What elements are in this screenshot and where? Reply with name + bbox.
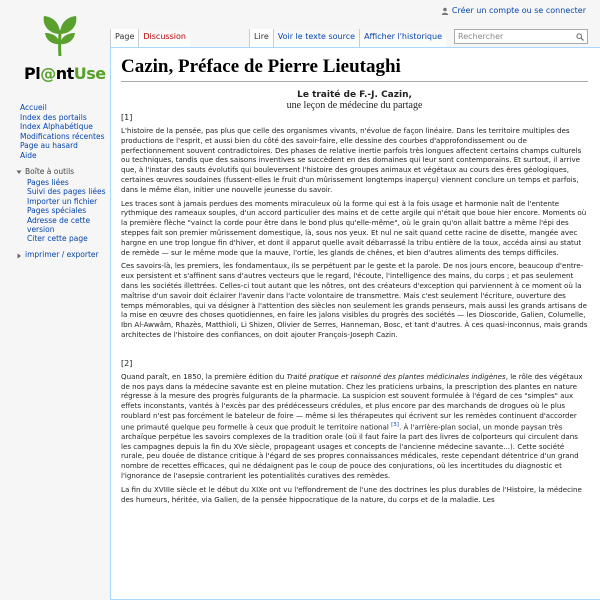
sidebar-item-related-pages[interactable]: Pages liées bbox=[27, 177, 69, 187]
toolbox-list bbox=[0, 178, 110, 244]
paragraph-1: L'histoire de la pensée, pas plus que celle des organismes vivants, n'évolue de façon linéaire. Dans les territoire multiples des productions de l'esprit, et aussi bien du côté des savoir-faire, elle dessine des courbes d'approfondissement ou de perfectionnement souvent contradictoires. Des phases de relative inertie parfois très longues affectent certains champs culturels ou techniques, tandis que des saisons inventives se succèdent en des domaines qui leur sont contemporains. Et surtout, il arrive que, à l'instar des sauts évolutifs qui bouleversent l'histoire des groupes animaux et végétaux au cours des ères géologiques, certaines œuvres soudaines (fussent-elles le fruit d'un mûrissement longtemps inaperçu) viennent conclure un temps et parfois, dans le même élan, initier une nouvelle jeunesse du savoir. bbox=[121, 126, 582, 194]
sidebar-item-portals[interactable]: Index des portails bbox=[20, 112, 87, 122]
page-title: Cazin, Préface de Pierre Lieutaghi bbox=[121, 56, 588, 82]
leaf-logo-icon bbox=[40, 14, 80, 58]
paragraph-5: La fin du XVIIIe siècle et le début du XIXe ont vu l'effondrement de l'une des doctrines les plus durables de l'Histoire, la médecine des humeurs, héritée, via Galien, de la pensée hippocratique de la nature, du corps et de la maladie. Les bbox=[121, 484, 582, 504]
view-tabs bbox=[249, 29, 588, 47]
sidebar-item-alpha-index[interactable]: Index Alphabétique bbox=[20, 122, 93, 131]
section-marker-2: [2] bbox=[121, 358, 133, 368]
tab-read[interactable]: Lire bbox=[249, 29, 273, 47]
footnote-ref-3[interactable]: [3] bbox=[391, 421, 399, 428]
tab-page[interactable]: Page bbox=[110, 29, 138, 47]
paragraph-2: Les traces sont à jamais perdues des moments miraculeux où la forme qui est à la fois usage et harmonie naît de l'entente rythmique des rameaux souples, d'un accord particulier des mains et de cette argile qui n'était que boue hier encore. Moments où la première flèche "vainct la corde pour être dans le bond plus qu'elle-même", où le grain qu'on allait battre a même l'épi des steppes fait son premier mûrissement domestique, là, sous nos yeux. Et nul ne sait quand cette racine de disette, mangée avec hargne en une trop longue fin d'hiver, et dont il apparut quelle avait débarrassé la tribu entière de la toux, accéda ainsi au statut de remède — sur le même mode que la mauve, l'ortie, les glands de chênes, et bien d'autres aliments des temps difficiles. bbox=[121, 198, 587, 257]
logo-text-pl: Pl bbox=[24, 64, 41, 83]
namespace-tabs bbox=[110, 29, 190, 47]
logo-wordmark bbox=[24, 64, 106, 83]
toolbox-title: Boîte à outils bbox=[25, 166, 75, 176]
section-marker-1: [1] bbox=[121, 113, 133, 122]
expanded-arrow-icon bbox=[16, 168, 22, 174]
sidebar-item-upload[interactable]: Importer un fichier bbox=[27, 196, 98, 206]
sidebar-item-help[interactable]: Aide bbox=[20, 150, 37, 160]
personal-tools bbox=[441, 6, 586, 15]
article-heading bbox=[121, 90, 588, 111]
sidebar-item-special-pages[interactable]: Pages spéciales bbox=[27, 206, 87, 215]
tab-history[interactable]: Afficher l'historique bbox=[359, 29, 446, 47]
user-icon bbox=[441, 7, 449, 15]
article-heading-line1: Le traité de F.-J. Cazin, bbox=[297, 90, 412, 100]
search-placeholder: Rechercher bbox=[458, 32, 504, 41]
sidebar-item-random-page[interactable]: Page au hasard bbox=[20, 141, 78, 150]
paragraph-4-end: . À l'arrière-plan social, un monde paysan très archaïque perpétue les savoirs complexes de la tradition orale (où il faut faire la part des livres de colporteurs qui circulent dans les campagnes depuis la fin du XVe siècle, propageant usages et concepts de l'ancienne médecine savante...). Cette société rurale, peu douée de distance critique à l'égard de ses propres connaissances médicales, reste cependant détentrice d'un grand nombre de recettes efficaces, qui ne dédaignent pas le coup de pouce des conjurations, où les incertitudes du diagnostic et l'ignorance de l'asepsie contrarient les potentialités curatives des remèdes. bbox=[121, 422, 579, 481]
logo-text-nt: nt bbox=[55, 64, 74, 83]
paragraph-4-middle: , le rôle des végétaux de nos pays dans la médecine savante est en pleine mutation. Chez les praticiens urbains, la prescription des plantes en nature régresse à la mesure des progrès fulgurants de la pharmacie. La suspicion est souvent formulée à l'égard de ces "simples" aux effets inconstants, vantés à l'excès par des prédécesseurs crédules, et plus encore par des marchands de drogues où le plus roublard n'est pas forcément le bateleur de foire — même si les thérapeutes qui écrivent sur les remèdes continuent d'accorder une primauté quelque peu formelle à ceux que produit le territoire national bbox=[121, 371, 583, 432]
toolbox-header[interactable] bbox=[0, 167, 110, 176]
site-logo[interactable] bbox=[10, 14, 110, 94]
sidebar-item-recent-changes[interactable]: Modifications récentes bbox=[20, 131, 105, 141]
logo-text-use: Use bbox=[73, 64, 106, 83]
create-account-link[interactable]: Créer un compte ou se connecter bbox=[451, 6, 586, 15]
print-export-title: imprimer / exporter bbox=[25, 250, 99, 259]
logo-text-at: @ bbox=[40, 64, 56, 83]
sidebar-item-related-changes[interactable]: Suivi des pages liées bbox=[27, 187, 106, 196]
collapsed-arrow-icon bbox=[16, 252, 22, 258]
article-heading-line2: une leçon de médecine du partage bbox=[286, 100, 423, 111]
search-icon[interactable] bbox=[576, 33, 584, 41]
treatise-title: Traité pratique et raisonné des plantes médicinales indigènes bbox=[286, 371, 506, 381]
paragraph-4-start: Quand paraît, en 1850, la première édition du bbox=[121, 371, 287, 381]
search-input[interactable] bbox=[454, 29, 588, 44]
article-content bbox=[110, 47, 600, 600]
print-export-header[interactable] bbox=[0, 250, 110, 259]
section-gap bbox=[121, 344, 588, 357]
sidebar-item-accueil[interactable]: Accueil bbox=[20, 103, 47, 112]
sidebar-nav bbox=[0, 103, 110, 160]
sidebar-item-cite[interactable]: Citer cette page bbox=[27, 234, 88, 243]
tab-view-source[interactable]: Voir le texte source bbox=[273, 29, 359, 47]
sidebar bbox=[0, 103, 110, 261]
paragraph-3: Ces savoirs-là, les premiers, les fondamentaux, ils se perpétuent par le geste et la parole. De nos jours encore, beaucoup d'entre-eux persistent et s'affinent sans d'autres vecteurs que le regard, l'écoute, l'intelligence des mains, du corps ; et pas seulement dans les sociétés illettrées. Celles-ci tout autant que les nôtres, ont des créateurs d'exception qui parviennent à ce moment où la maîtrise d'un savoir doit éclairer l'avenir dans l'acte volontaire de transmettre. Mais c'est seulement l'écriture, ouverture des temps mémorables, qui va désigner à l'attention des siècles non seulement les grands penseurs, mais aussi les grands artisans de la mise en œuvre des choses quotidiennes, en faire les jalons visibles du progrès des sociétés — les Dioscoride, Galien, Columelle, Ibn Al-Awwâm, Rhazès, Matthioli, Li Shizen, Olivier de Serres, Hanneman, Bosc, et tant d'autres. À ces quasi-inconnus, mais grands architectes de l'histoire des confiances, on doit ajouter François-Joseph Cazin. bbox=[121, 261, 588, 339]
sidebar-item-permalink[interactable]: Adresse de cette version bbox=[27, 215, 91, 234]
tab-discussion[interactable]: Discussion bbox=[138, 29, 190, 47]
paragraph-4 bbox=[121, 372, 588, 481]
